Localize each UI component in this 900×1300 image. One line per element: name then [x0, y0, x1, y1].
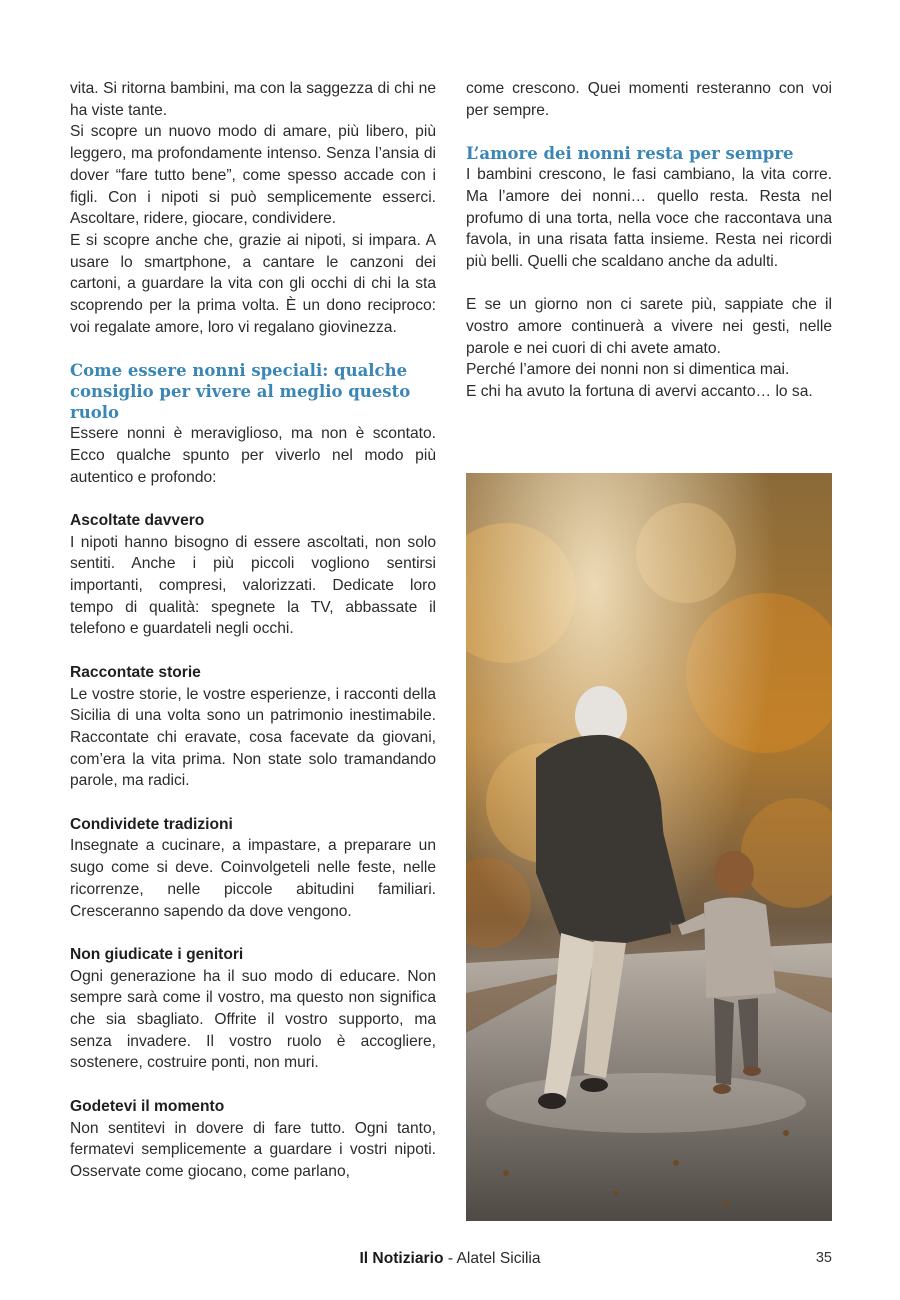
photo-grandfather-and-grandson — [466, 473, 832, 1221]
tip-text: I nipoti hanno bisogno di essere ascoltati, non solo sentiti. Anche i più piccoli vogliono sentirsi importanti, compresi, valorizzati. Dedicate loro tempo di qualità: spegnete la TV, abbassate il telefono e guardateli negli occhi. — [70, 533, 436, 638]
footer-brand: Il Notiziario — [359, 1250, 444, 1267]
tip-text: Le vostre storie, le vostre esperienze, i racconti della Sicilia di una volta sono un patrimonio inestimabile. Raccontate chi eravate, cosa facevate da giovani, com’era la vita prima. Non state solo tramandando parole, ma radici. — [70, 685, 436, 790]
section-heading-love: L’amore dei nonni resta per sempre — [466, 144, 794, 164]
paragraph: vita. Si ritorna bambini, ma con la saggezza di chi ne ha viste tante. — [70, 80, 436, 119]
tip-title: Raccontate storie — [70, 663, 201, 681]
footer-separator: - — [443, 1250, 457, 1267]
tip-title: Ascoltate davvero — [70, 511, 205, 529]
paragraph: E se un giorno non ci sarete più, sappiate che il vostro amore continuerà a vivere nei gesti, nelle parole e nei cuori di chi avete amato. — [466, 296, 832, 357]
tip-title: Non giudicate i genitori — [70, 945, 244, 963]
paragraph: E chi ha avuto la fortuna di avervi accanto… lo sa. — [466, 383, 813, 401]
tip-text: Non sentitevi in dovere di fare tutto. Ogni tanto, fermatevi semplicemente a guardare i vostri nipoti. Osservate come giocano, come parlano, — [70, 1119, 436, 1180]
footer-org: Alatel Sicilia — [456, 1250, 541, 1267]
paragraph: come crescono. Quei momenti resteranno con voi per sempre. — [466, 80, 832, 119]
tip-title: Godetevi il momento — [70, 1097, 225, 1115]
paragraph: Si scopre un nuovo modo di amare, più libero, più leggero, ma profondamente intenso. Senza l’ansia di dover “fare tutto bene”, come spesso accade con i figli. Con i nipoti si può semplicemente esserci. Ascoltare, ridere, giocare, condividere. — [70, 123, 436, 228]
section-heading-tips: Come essere nonni speciali: qualche consiglio per vivere al meglio questo ruolo — [70, 361, 411, 423]
paragraph: Essere nonni è meraviglioso, ma non è scontato. Ecco qualche spunto per viverlo nel modo più autentico e profondo: — [70, 425, 436, 486]
paragraph: E si scopre anche che, grazie ai nipoti, si impara. A usare lo smartphone, a cantare le canzoni dei cartoni, a guardare la vita con gli occhi di chi la sta scoprendo per la prima volta. È un dono reciproco: voi regalate amore, loro vi regalano giovinezza. — [70, 231, 436, 336]
tip-text: Ogni generazione ha il suo modo di educare. Non sempre sarà come il vostro, ma questo non significa che sia sbagliato. Offrite il vostro supporto, ma senza invadere. Il vostro ruolo è accogliere, sostenere, costruire ponti, non muri. — [70, 967, 436, 1072]
page-number: 35 — [815, 1250, 832, 1266]
tip-text: Insegnate a cucinare, a impastare, a preparare un sugo come si deve. Coinvolgeteli nelle feste, nelle ricorrenze, nelle piccole abitudini familiari. Cresceranno sapendo da dove vengono. — [70, 837, 436, 920]
paragraph: Perché l’amore dei nonni non si dimentica mai. — [466, 361, 790, 379]
tip-title: Condividete tradizioni — [70, 815, 233, 833]
paragraph: I bambini crescono, le fasi cambiano, la vita corre. Ma l’amore dei nonni… quello resta. Resta nel profumo di una torta, nella voce che raccontava una favola, in una risata fatta insieme. Resta nei ricordi più belli. Quelli che scaldano anche da adulti. — [466, 166, 832, 270]
right-column — [466, 78, 832, 403]
left-column — [70, 78, 436, 1183]
page-footer — [0, 1248, 900, 1270]
